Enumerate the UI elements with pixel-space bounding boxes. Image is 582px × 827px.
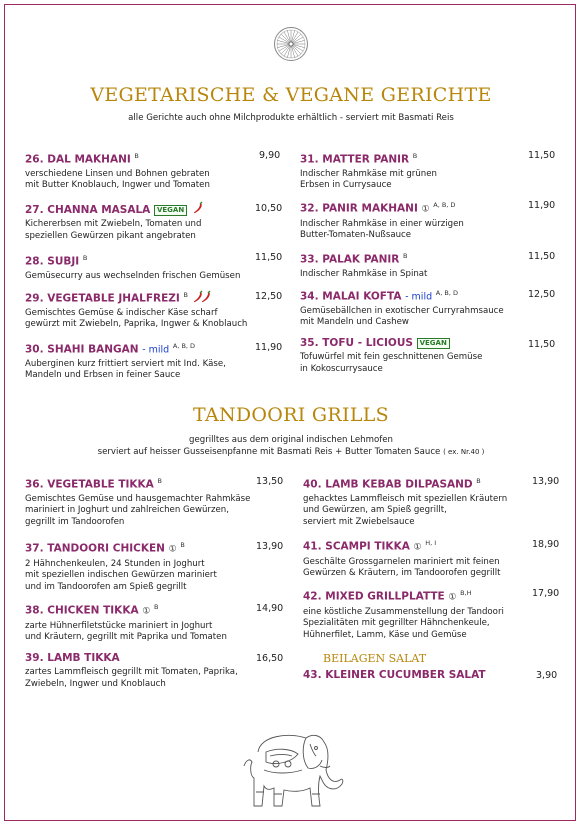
item-price: 11,50 — [255, 252, 283, 263]
item-desc: Indischer Rahmkäse mit grünen — [300, 168, 437, 179]
menu-item — [303, 587, 551, 641]
item-desc: gehacktes Lammfleisch mit speziellen Kräutern — [303, 493, 508, 504]
allergen-codes: B — [183, 291, 188, 299]
menu-item — [300, 199, 548, 242]
item-price: 13,50 — [256, 476, 284, 487]
allergen-codes: B,H — [460, 589, 472, 597]
chakra-spoke — [281, 34, 289, 42]
allergen-codes: B — [412, 152, 418, 160]
item-price: 11,90 — [528, 200, 556, 211]
item-name: 42. MIXED GRILLPLATTE — [303, 590, 445, 603]
item-desc: und Kräutern, gegrillt mit Paprika und Tomaten — [25, 632, 227, 642]
item-desc: zartes Lammfleisch gegrillt mit Tomaten, Paprika, — [25, 667, 238, 677]
menu-item — [300, 250, 548, 280]
menu-item — [300, 287, 548, 329]
item-desc: Kichererbsen mit Zwiebeln, Tomaten und — [25, 219, 202, 229]
allergen-codes: B — [157, 477, 162, 485]
item-price: 11,50 — [528, 251, 556, 262]
item-desc: serviert mit Zwiebelsauce — [303, 516, 415, 527]
allergen-codes: B — [153, 603, 159, 611]
item-desc: gewürzt mit Zwiebeln, Paprika, Ingwer & Knoblauch — [25, 319, 248, 329]
additive-marker: ① — [413, 542, 422, 553]
item-desc: mariniert in Joghurt und zahlreichen Gewürzen, — [25, 505, 229, 515]
item-desc: Gewürzen & Kräutern, im Tandoorofen gegrillt — [303, 568, 501, 578]
item-price: 12,50 — [528, 289, 556, 300]
tandoori-subtitle-note: ( ex. Nr.40 ) — [443, 448, 485, 456]
item-desc: Gemüsebällchen in exotischer Curryrahmsauce — [300, 305, 504, 316]
tandoori-section-title: TANDOORI GRILLS — [193, 404, 389, 426]
item-price: 13,90 — [256, 541, 284, 552]
item-price: 14,90 — [256, 603, 284, 614]
item-name: 27. CHANNA MASALA — [25, 204, 151, 216]
menu-item — [25, 252, 273, 282]
item-desc: 2 Hähnchenkeulen, 24 Stunden in Joghurt — [25, 558, 205, 569]
item-desc: Indischer Rahmkäse in Spinat — [300, 268, 428, 279]
item-name: 34. MALAI KOFTA — [300, 290, 402, 303]
item-price: 11,50 — [528, 339, 556, 350]
item-name: 29. VEGETABLE JHALFREZI — [25, 292, 180, 305]
elephant-icon — [236, 722, 346, 812]
menu-item — [303, 669, 551, 682]
item-desc: Geschälte Grossgarnelen mariniert mit feinen — [303, 556, 500, 567]
item-desc: mit Mandeln und Cashew — [300, 317, 409, 327]
chili-icon — [191, 201, 205, 215]
item-price: 18,90 — [532, 539, 560, 550]
item-desc: Zwiebeln, Ingwer und Knoblauch — [25, 678, 166, 689]
allergen-codes: A, B, D — [433, 201, 456, 209]
mild-label: - mild — [405, 291, 433, 303]
tandoori-subtitle: gegrilltes aus dem original indischen Lehmofen — [189, 435, 393, 445]
menu-item — [25, 539, 273, 593]
item-name: 28. SUBJI — [25, 255, 80, 268]
menu-item — [25, 340, 273, 382]
vegan-badge: VEGAN — [154, 205, 187, 216]
item-desc: mit Butter Knoblauch, Ingwer und Tomaten — [25, 180, 210, 190]
menu-item — [25, 601, 273, 644]
menu-item — [25, 652, 273, 690]
tandoori-subtitle — [0, 447, 582, 458]
menu-item — [25, 201, 273, 242]
item-price: 11,90 — [255, 342, 283, 353]
chakra-emblem-icon — [273, 26, 309, 62]
additive-marker: ① — [421, 204, 430, 215]
item-desc: gegrillt im Tandoorofen — [25, 516, 125, 527]
item-name: 30. SHAHI BANGAN — [25, 343, 139, 356]
vegan-badge: VEGAN — [417, 338, 450, 349]
item-name: 41. SCAMPI TIKKA — [303, 540, 410, 553]
item-name: 40. LAMB KEBAB DILPASAND — [303, 478, 473, 491]
item-price: 3,90 — [536, 670, 558, 681]
chili-icon — [192, 290, 212, 304]
item-price: 13,90 — [532, 476, 560, 487]
menu-item — [25, 475, 273, 528]
item-desc: Butter-Tomaten-Nußsauce — [300, 230, 412, 240]
item-price: 12,50 — [255, 291, 283, 302]
chakra-spoke — [281, 45, 289, 53]
item-desc: Gemischtes Gemüse & indischer Käse scharf — [25, 307, 218, 318]
allergen-codes: H, I — [425, 539, 437, 547]
veg-section-title: VEGETARISCHE & VEGANE GERICHTE — [90, 84, 492, 106]
item-desc: verschiedene Linsen und Bohnen gebraten — [25, 168, 210, 179]
chakra-spoke — [292, 34, 300, 42]
allergen-codes: B — [476, 477, 481, 485]
menu-item — [303, 537, 551, 580]
menu-item — [303, 475, 551, 528]
item-desc: und im Tandoorofen am Spieß gegrillt — [25, 581, 187, 592]
menu-item — [25, 289, 273, 331]
menu-item — [25, 150, 273, 192]
item-desc: Spezialitäten mit gegrillter Hähnchenkeule, — [303, 618, 490, 628]
item-desc: Mandeln und Erbsen in feiner Sauce — [25, 370, 181, 380]
item-name: 39. LAMB TIKKA — [25, 652, 120, 664]
mild-label: - mild — [142, 344, 170, 356]
item-desc: Hühnerfilet, Lamm, Käse und Gemüse — [303, 629, 467, 640]
item-desc: Auberginen kurz frittiert serviert mit Ind. Käse, — [25, 358, 226, 369]
item-name: 31. MATTER PANIR — [300, 153, 410, 166]
item-name: 26. DAL MAKHANI — [25, 153, 131, 166]
allergen-codes: B — [82, 254, 88, 262]
item-price: 9,90 — [259, 150, 281, 161]
item-price: 10,50 — [255, 203, 283, 214]
item-desc: mit speziellen indischen Gewürzen mariniert — [25, 570, 217, 580]
menu-item — [300, 150, 548, 192]
item-desc: in Kokoscurrysauce — [300, 363, 383, 374]
item-desc: und Gewürzen, am Spieß gegrillt, — [303, 505, 447, 515]
additive-marker: ① — [168, 544, 177, 555]
item-desc: Gemischtes Gemüse und hausgemachter Rahmkäse — [25, 493, 251, 504]
item-price: 16,50 — [256, 653, 284, 664]
item-name: 37. TANDOORI CHICKEN — [25, 542, 165, 555]
item-desc: zarte Hühnerfiletstücke mariniert in Joghurt — [25, 620, 213, 631]
item-desc: speziellen Gewürzen pikant angebraten — [25, 230, 196, 241]
item-price: 17,90 — [532, 588, 560, 599]
item-desc: Gemüsecurry aus wechselnden frischen Gemüsen — [25, 270, 241, 281]
allergen-codes: A, B, D — [435, 289, 458, 297]
item-name: 38. CHICKEN TIKKA — [25, 604, 139, 617]
item-desc: Erbsen in Currysauce — [300, 180, 392, 190]
item-desc: eine köstliche Zusammenstellung der Tandoori — [303, 606, 504, 617]
item-name: 35. TOFU - LICIOUS — [300, 337, 413, 349]
item-name: 32. PANIR MAKHANI — [300, 202, 418, 215]
item-name: 33. PALAK PANIR — [300, 253, 400, 266]
item-name: 36. VEGETABLE TIKKA — [25, 478, 154, 491]
allergen-codes: B — [180, 541, 185, 549]
tandoori-subtitle-text: serviert auf heisser Gusseisenpfanne mit Basmati Reis + Butter Tomaten Sauce — [97, 447, 441, 457]
item-price: 11,50 — [528, 150, 556, 161]
additive-marker: ① — [142, 606, 151, 617]
item-name: 43. KLEINER CUCUMBER SALAT — [303, 669, 486, 681]
item-desc: Tofuwürfel mit fein geschnittenen Gemüse — [300, 352, 483, 362]
salat-section-title: BEILAGEN SALAT — [323, 652, 427, 665]
veg-section-subtitle: alle Gerichte auch ohne Milchprodukte erhältlich - serviert mit Basmati Reis — [128, 113, 454, 123]
menu-item — [300, 337, 548, 375]
allergen-codes: B — [134, 152, 139, 160]
additive-marker: ① — [448, 592, 457, 603]
item-desc: Indischer Rahmkäse in einer würzigen — [300, 218, 464, 229]
chakra-spoke — [292, 45, 300, 53]
allergen-codes: A, B, D — [172, 342, 196, 350]
allergen-codes: B — [403, 252, 408, 260]
